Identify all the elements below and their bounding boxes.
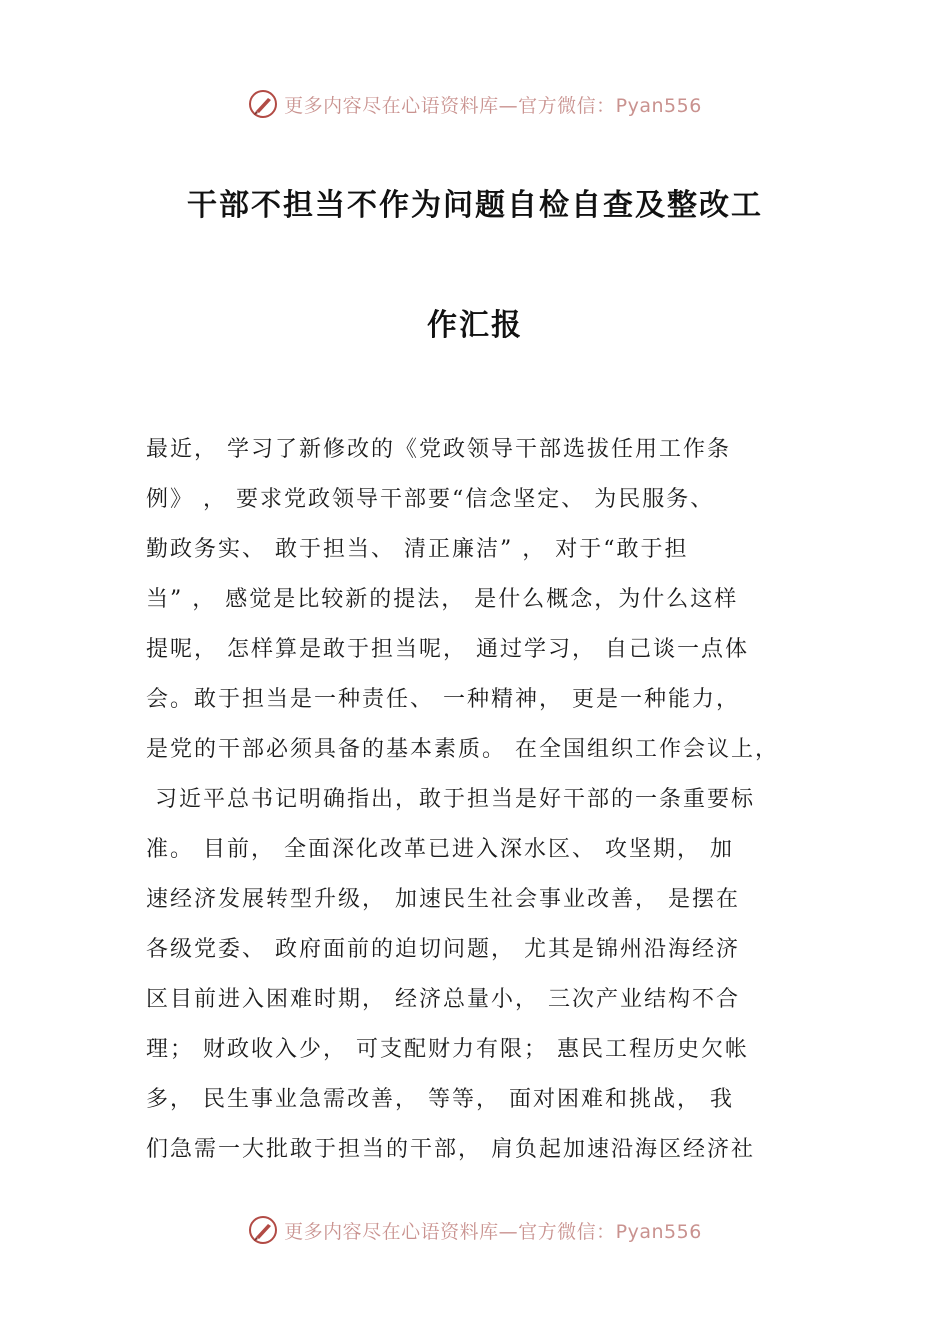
- body-line: 区目前进入困难时期， 经济总量小， 三次产业结构不合: [146, 987, 740, 1012]
- body-line: 当” ， 感觉是比较新的提法， 是什么概念，为什么这样: [146, 587, 739, 612]
- quill-pen-icon: [248, 1215, 278, 1245]
- body-line: 准。 目前， 全面深化改革已进入深水区、 攻坚期， 加: [146, 837, 734, 862]
- document-title-line-1: 干部不担当不作为问题自检自查及整改工: [187, 188, 763, 223]
- body-line: 理； 财政收入少， 可支配财力有限； 惠民工程历史欠帐: [146, 1037, 749, 1062]
- body-line: 多， 民生事业急需改善， 等等， 面对困难和挑战， 我: [146, 1087, 734, 1112]
- document-title-line-2: 作汇报: [427, 308, 523, 343]
- body-line: 们急需一大批敢于担当的干部， 肩负起加速沿海区经济社: [146, 1137, 755, 1162]
- footer-banner-text: 更多内容尽在心语资料库—官方微信：Pyan556: [284, 1220, 702, 1243]
- body-line: 例》 ， 要求党政领导干部要“信念坚定、 为民服务、: [146, 487, 715, 512]
- body-line: 各级党委、 政府面前的迫切问题， 尤其是锦州沿海经济: [146, 937, 740, 962]
- body-line: 速经济发展转型升级， 加速民生社会事业改善， 是摆在: [146, 887, 740, 912]
- header-banner: [0, 84, 950, 124]
- body-line: 勤政务实、 敢于担当、 清正廉洁” ， 对于“敢于担: [146, 537, 689, 562]
- header-banner-text: 更多内容尽在心语资料库—官方微信：Pyan556: [284, 94, 702, 117]
- body-line: 是党的干部必须具备的基本素质。 在全国组织工作会议上，: [146, 737, 779, 762]
- body-line: 习近平总书记明确指出，敢于担当是好干部的一条重要标: [146, 787, 755, 812]
- body-line: 最近， 学习了新修改的《党政领导干部选拔任用工作条: [146, 437, 731, 462]
- body-line: 提呢， 怎样算是敢于担当呢， 通过学习， 自己谈一点体: [146, 637, 749, 662]
- quill-pen-icon: [248, 89, 278, 119]
- document-body: [146, 430, 806, 1180]
- footer-banner: [0, 1210, 950, 1250]
- body-line: 会。敢于担当是一种责任、 一种精神， 更是一种能力，: [146, 687, 740, 712]
